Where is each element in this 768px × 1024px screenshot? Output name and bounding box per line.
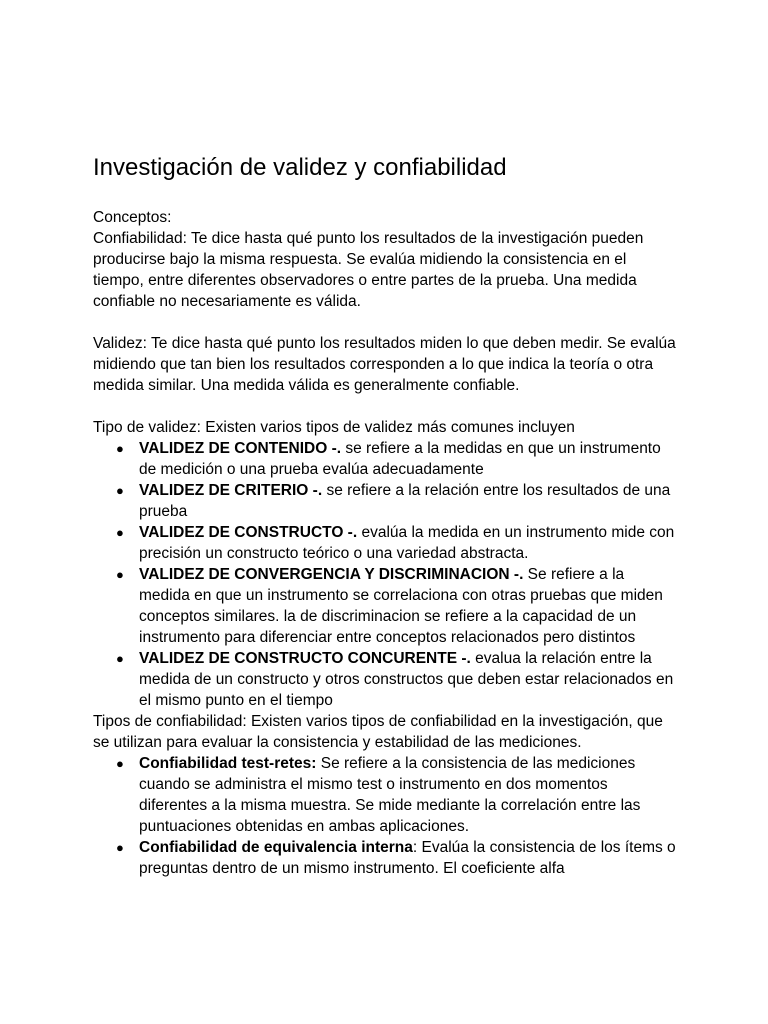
bullet-icon: ●: [116, 840, 124, 855]
list-item-text: evalua la relación entre la medida de un constructo y otros constructos que deben estar relacionados en el mismo punto en el tiempo: [139, 650, 674, 709]
list-item-text: se refiere a la medidas en que un instrumento de medición o una prueba evalúa adecuadamente: [139, 440, 661, 478]
document-page: [93, 150, 678, 879]
conceptos-label: Conceptos:: [93, 209, 172, 226]
list-item: [93, 648, 678, 711]
list-item-term: Confiabilidad de equivalencia interna: [139, 839, 413, 856]
bullet-icon: ●: [116, 756, 124, 771]
list-item-term: VALIDEZ DE CONVERGENCIA Y DISCRIMINACION -.: [139, 566, 524, 583]
list-item: [93, 564, 678, 648]
list-item-term: VALIDEZ DE CONSTRUCTO CONCURENTE -.: [139, 650, 471, 667]
bullet-icon: ●: [116, 567, 124, 582]
document-title: Investigación de validez y confiabilidad: [93, 154, 507, 181]
bullet-icon: ●: [116, 441, 124, 456]
list-item: [93, 438, 678, 480]
confiabilidad-definition: Confiabilidad: Te dice hasta qué punto los resultados de la investigación pueden producirse bajo la misma respuesta. Se evalúa midiendo la consistencia en el tiempo, entre diferentes observadores o entre partes de la prueba. Una medida confiable no necesariamente es válida.: [93, 230, 644, 310]
list-item-term: VALIDEZ DE CRITERIO -.: [139, 482, 323, 499]
list-item-text: : Evalúa la consistencia de los ítems o preguntas dentro de un mismo instrumento. El coeficiente alfa: [139, 839, 676, 877]
list-item: [93, 753, 678, 837]
confiabilidad-list: [93, 753, 678, 879]
paragraph-gap: [93, 312, 678, 333]
bullet-icon: ●: [116, 525, 124, 540]
list-item-term: VALIDEZ DE CONSTRUCTO -.: [139, 524, 358, 541]
list-item-text: Se refiere a la consistencia de las mediciones cuando se administra el mismo test o instrumento en dos momentos diferentes a la misma muestra. Se mide mediante la correlación entre las puntuaciones obtenidas en ambas aplicaciones.: [139, 755, 641, 835]
list-item: [93, 480, 678, 522]
list-item: [93, 837, 678, 879]
validez-list: [93, 438, 678, 711]
validez-definition: Validez: Te dice hasta qué punto los resultados miden lo que deben medir. Se evalúa midiendo que tan bien los resultados corresponden a lo que indica la teoría o otra medida similar. Una medida válida es generalmente confiable.: [93, 335, 676, 394]
bullet-icon: ●: [116, 483, 124, 498]
list-item-term: Confiabilidad test-retes:: [139, 755, 317, 772]
list-item-term: VALIDEZ DE CONTENIDO -.: [139, 440, 342, 457]
list-item: [93, 522, 678, 564]
paragraph-gap: [93, 396, 678, 417]
list-item-text: Se refiere a la medida en que un instrumento se correlaciona con otras pruebas que miden conceptos similares. la de discriminacion se refiere a la capacidad de un instrumento para diferenciar entre conceptos relacionados pero distintos: [139, 566, 663, 646]
tipos-validez-intro: Tipo de validez: Existen varios tipos de validez más comunes incluyen: [93, 419, 575, 436]
list-item-text: evalúa la medida en un instrumento mide con precisión un constructo teórico o una variedad abstracta.: [139, 524, 675, 562]
tipos-confiabilidad-intro: Tipos de confiabilidad: Existen varios tipos de confiabilidad en la investigación, que se utilizan para evaluar la consistencia y estabilidad de las mediciones.: [93, 713, 663, 751]
bullet-icon: ●: [116, 651, 124, 666]
list-item-text: se refiere a la relación entre los resultados de una prueba: [139, 482, 671, 520]
